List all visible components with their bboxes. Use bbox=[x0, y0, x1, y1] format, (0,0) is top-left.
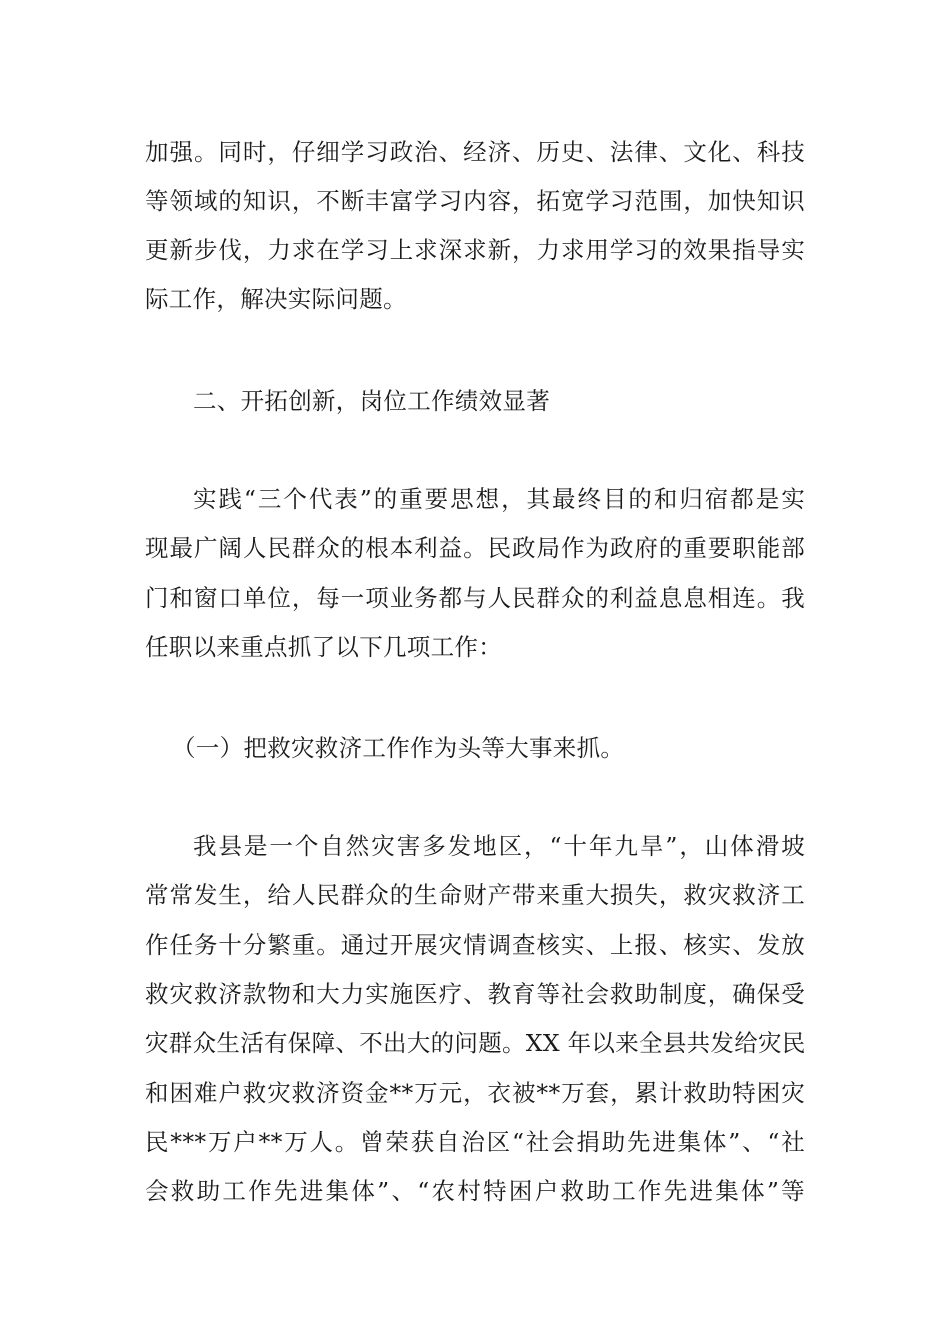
paragraph-3-line-6: 和困难户救灾救济资金**万元，衣被**万套，累计救助特困灾 bbox=[145, 1079, 805, 1107]
paragraph-1-line-1: 加强。同时，仔细学习政治、经济、历史、法律、文化、科技 bbox=[145, 138, 805, 166]
paragraph-3-line-4: 救灾救济款物和大力实施医疗、教育等社会救助制度，确保受 bbox=[145, 980, 805, 1008]
paragraph-2-line-1: 实践“三个代表”的重要思想，其最终目的和归宿都是实 bbox=[193, 485, 805, 513]
paragraph-3-line-5: 灾群众生活有保障、不出大的问题。XX 年以来全县共发给灾民 bbox=[145, 1029, 806, 1057]
paragraph-1-line-4: 际工作，解决实际问题。 bbox=[145, 285, 407, 313]
paragraph-1-line-2: 等领域的知识，不断丰富学习内容，拓宽学习范围，加快知识 bbox=[145, 187, 805, 215]
section-heading: 二、开拓创新，岗位工作绩效显著 bbox=[193, 387, 550, 415]
paragraph-1-line-3: 更新步伐，力求在学习上求深求新，力求用学习的效果指导实 bbox=[145, 236, 805, 264]
paragraph-2-line-4: 任职以来重点抓了以下几项工作： bbox=[145, 633, 502, 661]
subsection-heading: （一）把救灾救济工作作为头等大事来抓。 bbox=[172, 734, 625, 762]
paragraph-3-line-1: 我县是一个自然灾害多发地区，“十年九旱”，山体滑坡 bbox=[193, 832, 805, 860]
paragraph-3-line-2: 常常发生，给人民群众的生命财产带来重大损失，救灾救济工 bbox=[145, 881, 805, 909]
paragraph-3-line-8: 会救助工作先进集体”、“农村特困户救助工作先进集体”等 bbox=[145, 1177, 805, 1205]
paragraph-3-line-7: 民***万户**万人。曾荣获自治区“社会捐助先进集体”、“社 bbox=[145, 1128, 805, 1156]
paragraph-3-line-3: 作任务十分繁重。通过开展灾情调查核实、上报、核实、发放 bbox=[145, 931, 805, 959]
paragraph-2-line-3: 门和窗口单位，每一项业务都与人民群众的利益息息相连。我 bbox=[145, 584, 805, 612]
paragraph-2-line-2: 现最广阔人民群众的根本利益。民政局作为政府的重要职能部 bbox=[145, 534, 805, 562]
